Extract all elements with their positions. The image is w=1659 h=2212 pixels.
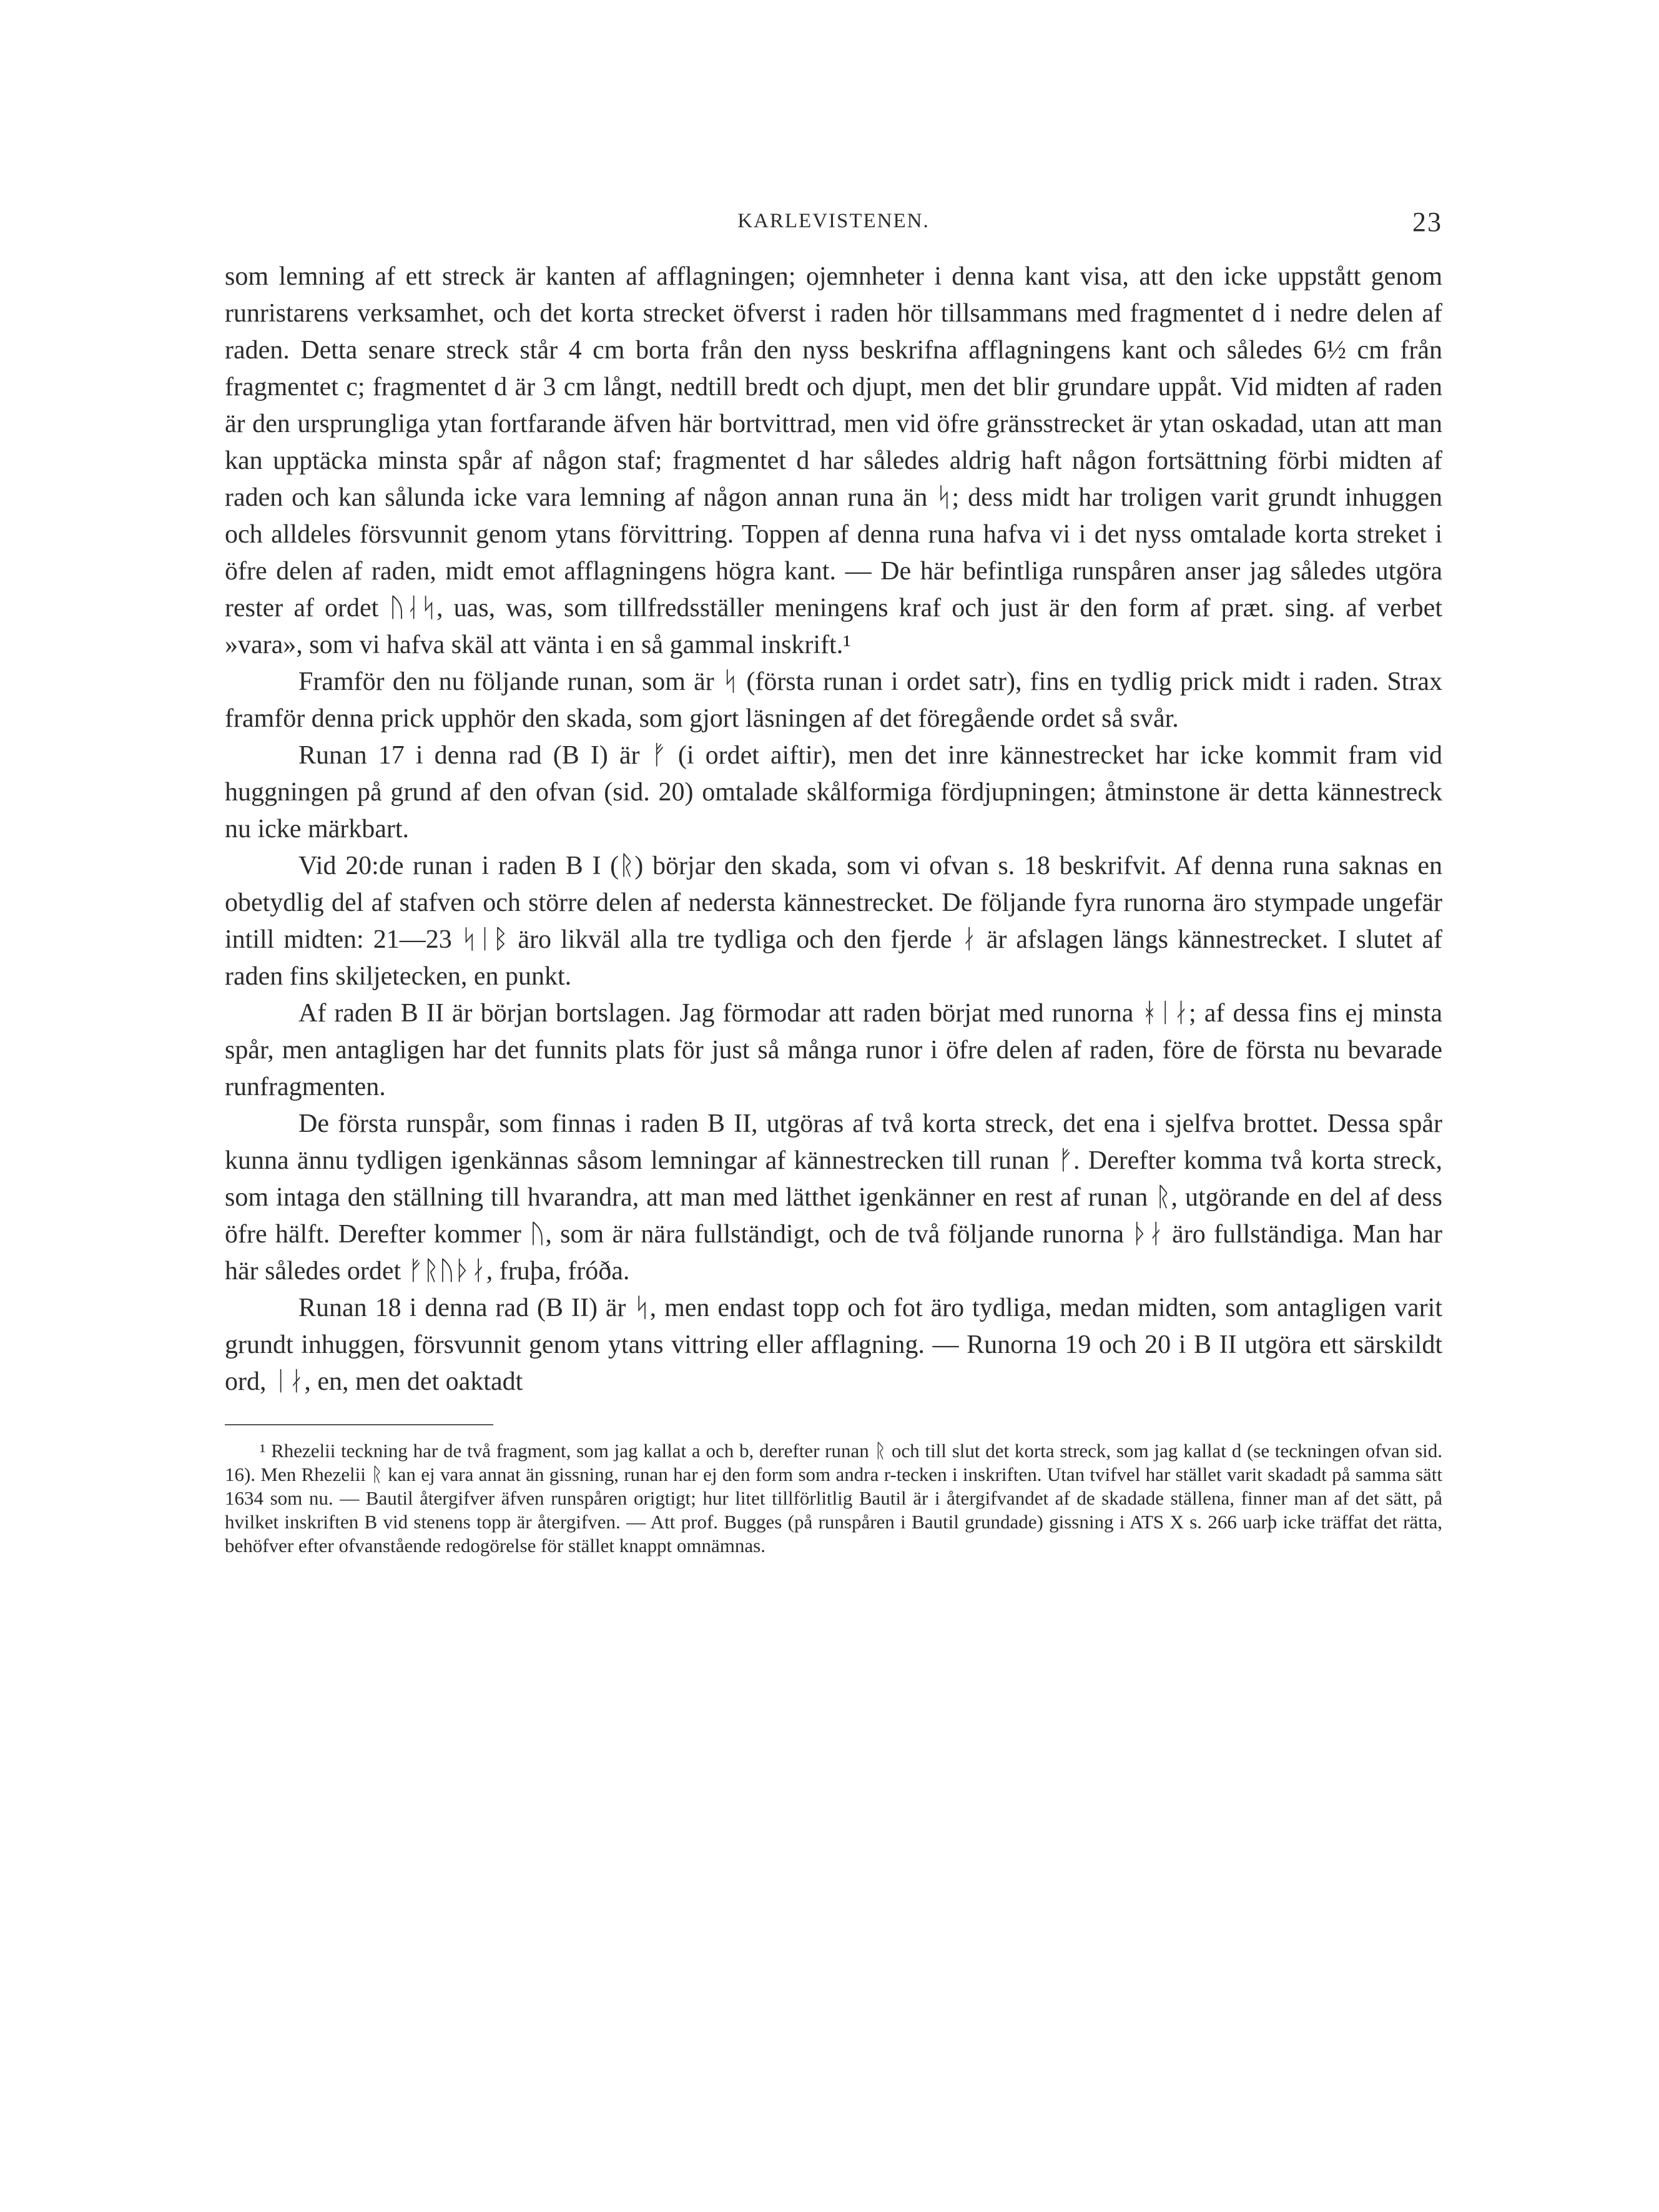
footnote-rule: [225, 1424, 493, 1425]
paragraph: De första runspår, som finnas i raden B II, utgöras af två korta streck, det ena i sjelfva brottet. Dessa spår kunna ännu tydligen igenkännas såsom lemningar af kännestrecken till runan ᚠ. Derefter komma två korta streck, som intaga den ställning till hvarandra, att man med lätthet igenkänner en rest af runan ᚱ, utgörande en del af dess öfre hälft. Derefter kommer ᚢ, som är nära fullständigt, och de två följande runorna ᚦᛅ äro fullständiga. Man har här således ordet ᚠᚱᚢᚦᛅ, fruþa, fróða.: [225, 1109, 1442, 1285]
page-number: 23: [1412, 207, 1442, 237]
paragraph: som lemning af ett streck är kanten af afflagningen; ojemnheter i denna kant visa, att den icke uppstått genom runristarens verksamhet, och det korta strecket öfverst i raden hör tillsammans med fragmentet d i nedre delen af raden. Detta senare streck står 4 cm borta från den nyss beskrifna afflagningens kant och således 6½ cm från fragmentet c; fragmentet d är 3 cm långt, nedtill bredt och djupt, men det blir grundare uppåt. Vid midten af raden är den ursprungliga ytan fortfarande äfven här bortvittrad, men vid öfre gränsstrecket är ytan oskadad, utan att man kan upptäcka minsta spår af någon staf; fragmentet d har således aldrig haft någon fortsättning förbi midten af raden och kan sålunda icke vara lemning af någon annan runa än ᛋ; dess midt har troligen varit grundt inhuggen och alldeles försvunnit genom ytans förvittring. Toppen af denna runa hafva vi i det nyss omtalade korta streket i öfre delen af raden, midt emot afflagningens högra kant. — De här befintliga runspåren anser jag således utgöra rester af ordet ᚢᛆᛋ, uas, was, som tillfredsställer meningens kraf och just är den form af præt. sing. af verbet »vara», som vi hafva skäl att vänta i en så gammal inskrift.¹: [225, 262, 1442, 659]
running-title: KARLEVISTENEN.: [737, 210, 930, 232]
paragraph: Runan 18 i denna rad (B II) är ᛋ, men endast topp och fot äro tydliga, medan midten, som antagligen varit grundt inhuggen, försvunnit genom ytans vittring eller afflagning. — Runorna 19 och 20 i B II utgöra ett särskildt ord, ᛁᛅ, en, men det oaktadt: [225, 1294, 1442, 1396]
paragraph: Vid 20:de runan i raden B I (ᚱ) börjar den skada, som vi ofvan s. 18 beskrifvit. Af denna runa saknas en obetydlig del af stafven och större delen af nedersta kännestrecket. De följande fyra runorna äro stympade ungefär intill midten: 21—23 ᛋᛁᛒ äro likväl alla tre tydliga och den fjerde ᛅ är afslagen längs kännestrecket. I slutet af raden fins skiljetecken, en punkt.: [225, 852, 1442, 991]
body-text: [225, 258, 1442, 1400]
page: [225, 206, 1442, 1558]
paragraph: Framför den nu följande runan, som är ᛋ (första runan i ordet satr), fins en tydlig prick midt i raden. Strax framför denna prick upphör den skada, som gjort läsningen af det föregående ordet så svår.: [225, 667, 1442, 733]
footnote: ¹ Rhezelii teckning har de två fragment, som jag kallat a och b, derefter runan ᚱ och till slut det korta streck, som jag kallat d (se teckningen ofvan sid. 16). Men Rhezelii ᚱ kan ej vara annat än gissning, runan har ej den form som andra r-tecken i inskriften. Utan tvifvel har stället varit skadadt på samma sätt 1634 som nu. — Bautil återgifver äfven runspåren origtigt; hur litet tillförlitlig Bautil är i återgifvandet af de skadade ställena, finner man af det sätt, på hvilket inskriften B vid stenens topp är återgifven. — Att prof. Bugges (på runspåren i Bautil grundade) gissning i ATS X s. 266 uarþ icke träffat det rätta, behöfver efter ofvanstående redogörelse för stället knappt omnämnas.: [225, 1440, 1442, 1556]
running-head: [225, 206, 1442, 243]
paragraph: Runan 17 i denna rad (B I) är ᚠ (i ordet aiftir), men det inre kännestrecket har icke kommit fram vid huggningen på grund af den ofvan (sid. 20) omtalade skålformiga fördjupningen; åtminstone är detta kännestreck nu icke märkbart.: [225, 741, 1442, 843]
paragraph: Af raden B II är början bortslagen. Jag förmodar att raden börjat med runorna ᚼᛁᛅ; af dessa fins ej minsta spår, men antagligen har det funnits plats för just så många runor i öfre delen af raden, före de första nu bevarade runfragmenten.: [225, 999, 1442, 1101]
